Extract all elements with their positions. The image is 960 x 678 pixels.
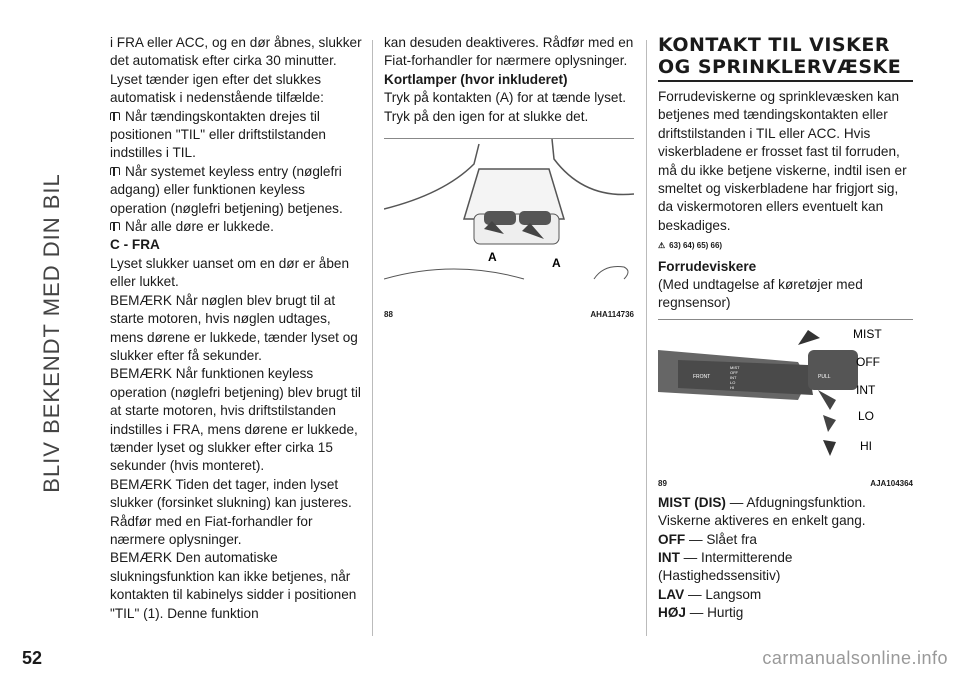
svg-text:OFF: OFF bbox=[730, 369, 738, 375]
bullet-icon bbox=[110, 167, 120, 175]
wiper-stalk-figure bbox=[658, 319, 913, 494]
subheading: Kortlamper (hvor inkluderet) bbox=[384, 71, 568, 87]
definition-item: LAV — Langsom bbox=[658, 586, 762, 602]
bullet-item: Når systemet keyless entry (nøglefri adgang) eller funktionen keyless operation (nøglefri betjening) betjenes. bbox=[110, 163, 343, 216]
footer-watermark: carmanualsonline.info bbox=[762, 648, 948, 668]
note-paragraph: BEMÆRK Når nøglen blev brugt til at starte motoren, hvis nøglen udtages, mens dørene er lukkede, tænder lyset og slukker efter få sekunder. bbox=[110, 292, 358, 363]
figure-caption bbox=[384, 306, 634, 324]
figure-number: 89 bbox=[658, 479, 667, 489]
subheading: C - FRA bbox=[110, 237, 160, 253]
subheading: Forrudeviskere bbox=[658, 258, 757, 274]
column-divider bbox=[372, 40, 373, 636]
label-lo: LO bbox=[858, 408, 875, 423]
definition-item: (Hastighedssensitiv) bbox=[658, 568, 781, 584]
paragraph: kan desuden deaktiveres. Rådfør med en Fiat-forhandler for nærmere oplysninger. bbox=[384, 35, 634, 69]
warning-triangle-icon: ⚠ bbox=[658, 241, 666, 251]
intro-paragraph: i FRA eller ACC, og en dør åbnes, slukker det automatisk efter cirka 30 minutter. Lyset tænder igen efter det slukkes automatisk i nedenstående tilfælde: bbox=[110, 35, 362, 106]
label-a-left: A bbox=[488, 250, 497, 265]
figure-number: 88 bbox=[384, 310, 393, 320]
label-a-right: A bbox=[552, 256, 561, 271]
chapter-side-title: BLIV BEKENDT MED DIN BIL bbox=[39, 173, 64, 493]
paragraph: (Med undtagelse af køretøjer med regnsensor) bbox=[658, 277, 863, 311]
text-column-3 bbox=[658, 34, 913, 623]
figure-code: AHA114736 bbox=[590, 310, 634, 320]
note-paragraph: BEMÆRK Den automatiske slukningsfunktion kan ikke betjenes, når kontakten til kabinelys sidder i positionen "TIL" (1). Denne funktion bbox=[110, 550, 357, 621]
map-lamp-illustration bbox=[384, 139, 634, 299]
wiper-stalk-illustration bbox=[658, 320, 913, 468]
svg-text:INT: INT bbox=[730, 374, 737, 380]
page-number: 52 bbox=[22, 648, 43, 668]
svg-text:LO: LO bbox=[730, 379, 736, 385]
paragraph: Lyset slukker uanset om en dør er åben eller lukket. bbox=[110, 255, 350, 290]
note-paragraph: BEMÆRK Når funktionen keyless operation (nøglefri betjening) blev brugt til at starte motoren, hvis driftstilstanden indstilles i FRA, mens dørene er lukkede, tænder lyset og slukker efter cirka 15 sekunder (hvis monteret). bbox=[110, 366, 361, 474]
bullet-item: Når tændingskontakten drejes til positionen "TIL" eller driftstilstanden indstilles i TIL. bbox=[110, 108, 326, 161]
text-column-2 bbox=[384, 34, 634, 325]
figure-code: AJA104364 bbox=[870, 479, 913, 489]
bullet-item: Når alle døre er lukkede. bbox=[110, 218, 365, 236]
paragraph: Tryk på kontakten (A) for at tænde lyset. Tryk på den igen for at slukke det. bbox=[384, 90, 627, 124]
paragraph: Forrudeviskerne og sprinklevæsken kan betjenes med tændingskontakten eller driftstilstanden i TIL eller ACC. Hvis viskerbladene er frosset fast til forruden, må du ikke betjene viskerne, indtil isen er smeltet og viskerbladene har frigjort sig, da viskermotoren ellers eventuelt kan beskadiges. bbox=[658, 89, 907, 233]
stalk-pull-label: PULL bbox=[818, 373, 831, 380]
bullet-icon bbox=[110, 222, 120, 230]
map-lamp-figure bbox=[384, 138, 634, 325]
definition-item: INT — Intermitterende bbox=[658, 549, 793, 565]
svg-text:MIST: MIST bbox=[730, 364, 740, 370]
column-divider bbox=[646, 40, 647, 636]
svg-text:HI: HI bbox=[730, 384, 734, 390]
stalk-front-label: FRONT bbox=[693, 373, 711, 380]
section-title: KONTAKT TIL VISKER OG SPRINKLERVÆSKE bbox=[658, 34, 913, 82]
bullet-icon bbox=[110, 112, 120, 120]
definition-item: MIST (DIS) — Afdugningsfunktion. bbox=[658, 494, 866, 510]
definition-item: HØJ — Hurtig bbox=[658, 605, 744, 621]
label-int: INT bbox=[856, 382, 876, 397]
label-off: OFF bbox=[856, 354, 880, 369]
definition-item: OFF — Slået fra bbox=[658, 531, 757, 547]
warning-references: ⚠ 63) 64) 65) 66) bbox=[658, 237, 913, 255]
note-paragraph: BEMÆRK Tiden det tager, inden lyset slukker (forsinket slukning) kan justeres. Rådfør med en Fiat-forhandler for nærmere oplysninger. bbox=[110, 476, 352, 547]
definitions-list bbox=[658, 494, 913, 623]
label-hi: HI bbox=[860, 438, 872, 453]
definition-item: Viskerne aktiveres en enkelt gang. bbox=[658, 513, 866, 529]
label-mist: MIST bbox=[853, 326, 882, 341]
figure-caption bbox=[658, 475, 913, 493]
text-column-1 bbox=[110, 34, 365, 623]
